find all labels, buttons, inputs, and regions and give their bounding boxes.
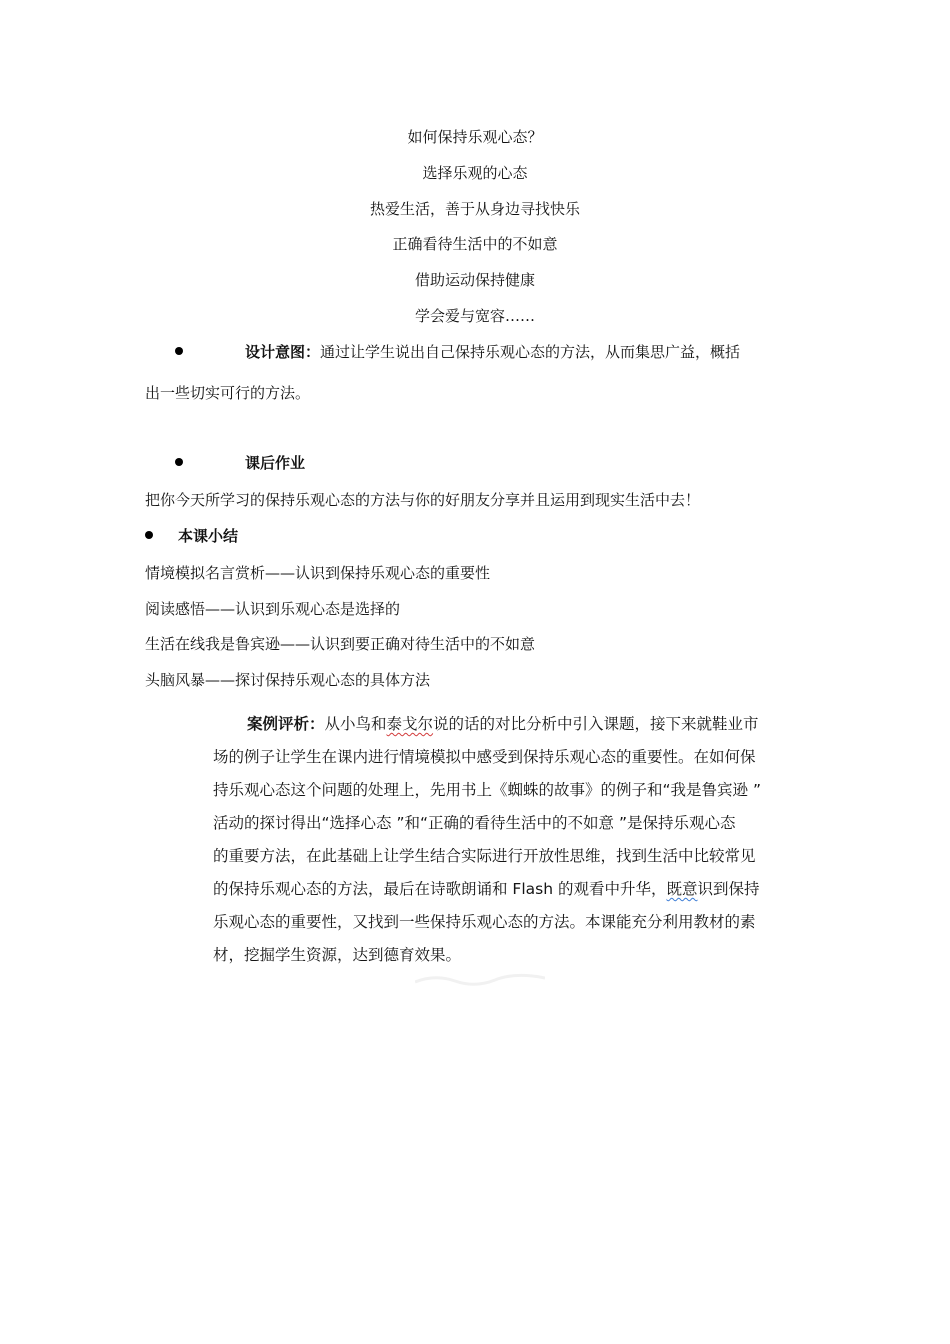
summary-item: 阅读感悟——认识到乐观心态是选择的 — [145, 600, 401, 618]
case-review-line: 场的例子让学生在课内进行情境模拟中感受到保持乐观心态的重要性。在如何保 — [213, 748, 756, 766]
grammar-mark: 既意 — [666, 880, 698, 898]
case-review-line: 案例评析：从小鸟和泰戈尔说的话的对比分析中引入课题，接下来就鞋业市 — [247, 715, 759, 733]
spellcheck-mark: 泰戈尔 — [386, 715, 434, 733]
method-item: 借助运动保持健康 — [414, 271, 535, 289]
case-review — [213, 708, 805, 972]
case-review-line: 乐观心态的重要性，又找到一些保持乐观心态的方法。本课能充分利用教材的素 — [213, 913, 756, 931]
case-review-label: 案例评析： — [247, 715, 325, 733]
method-item: 正确看待生活中的不如意 — [392, 235, 558, 253]
watermark-smudge — [415, 972, 545, 986]
design-intent-text: 通过让学生说出自己保持乐观心态的方法，从而集思广益，概括 — [320, 343, 741, 361]
case-review-line: 的重要方法，在此基础上让学生结合实际进行开放性思维，找到生活中比较常见 — [213, 847, 756, 865]
homework-text: 把你今天所学习的保持乐观心态的方法与你的好朋友分享并且运用到现实生活中去！ — [145, 491, 701, 509]
homework-heading: 课后作业 — [245, 454, 306, 472]
case-review-line: 的保持乐观心态的方法，最后在诗歌朗诵和 Flash 的观看中升华，既意识到保持 — [213, 880, 760, 898]
case-review-line: 材，挖掘学生资源，达到德育效果。 — [213, 946, 462, 964]
method-item: 选择乐观的心态 — [422, 164, 528, 182]
bullet-icon — [175, 347, 183, 355]
method-item: 学会爱与宽容…… — [414, 307, 535, 325]
bullet-icon — [175, 458, 183, 466]
summary-heading: 本课小结 — [178, 527, 239, 545]
bullet-icon — [145, 531, 153, 539]
case-review-line: 持乐观心态这个问题的处理上，先用书上《蜘蛛的故事》的例子和“我是鲁宾逊 ” — [213, 781, 761, 799]
summary-item: 头脑风暴——探讨保持乐观心态的具体方法 — [145, 671, 431, 689]
design-intent-continuation: 出一些切实可行的方法。 — [145, 384, 311, 402]
summary-item: 情境模拟名言赏析——认识到保持乐观心态的重要性 — [145, 564, 491, 582]
design-intent-label: 设计意图： — [245, 343, 321, 361]
method-list-title: 如何保持乐观心态？ — [407, 128, 543, 146]
summary-item: 生活在线我是鲁宾逊——认识到要正确对待生活中的不如意 — [145, 635, 536, 653]
design-intent-line — [245, 342, 740, 362]
case-review-line: 活动的探讨得出“选择心态 ”和“正确的看待生活中的不如意 ”是保持乐观心态 — [213, 814, 736, 832]
method-item: 热爱生活，善于从身边寻找快乐 — [369, 200, 580, 218]
